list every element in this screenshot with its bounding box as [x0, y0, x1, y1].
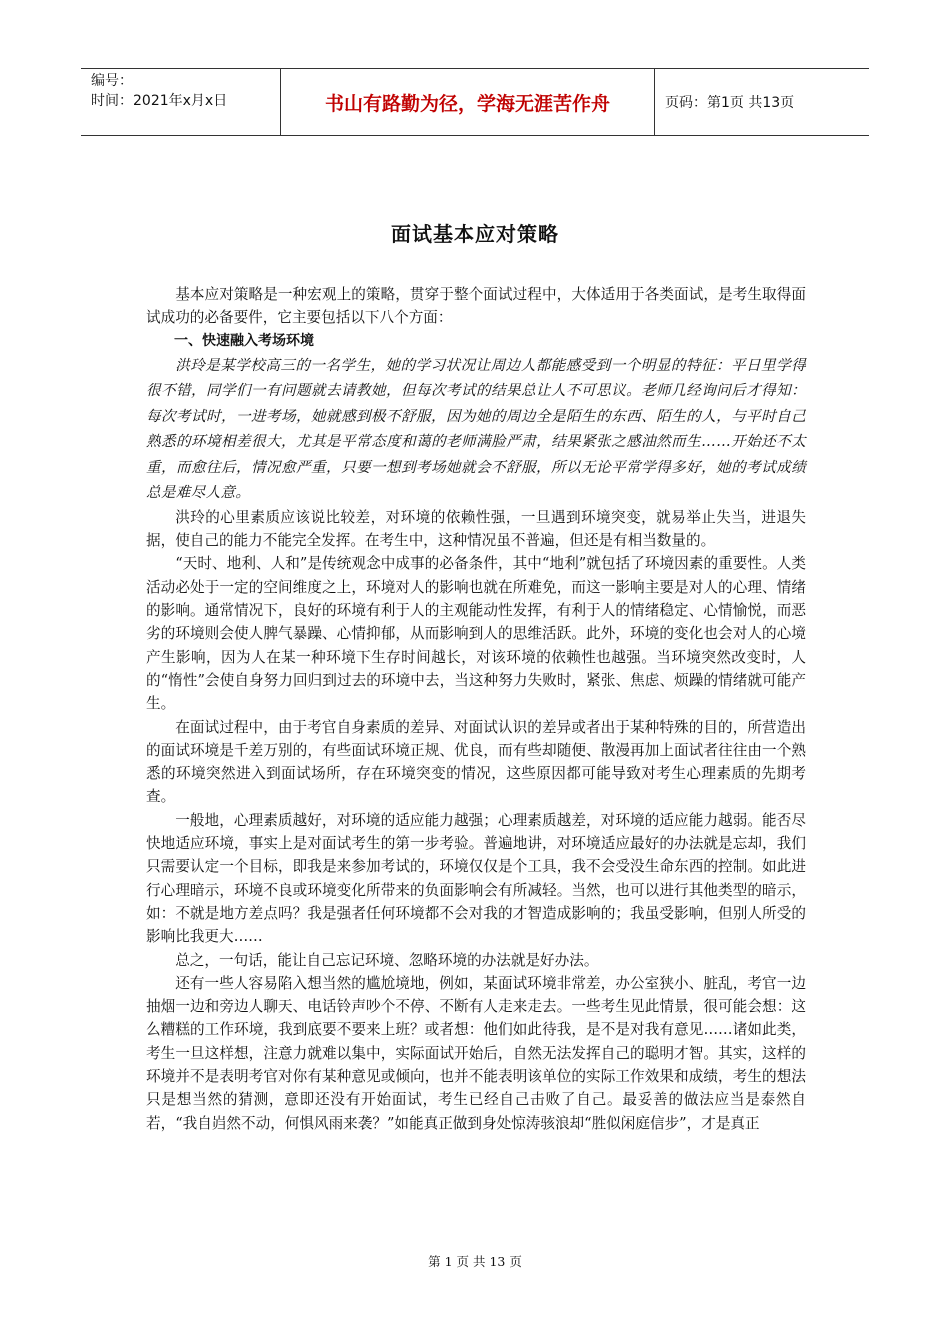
header-meta-cell — [81, 69, 281, 135]
header-page-info: 页码：第1页 共13页 — [665, 95, 795, 111]
body-paragraph: 一般地，心理素质越好，对环境的适应能力越强；心理素质越差，对环境的适应能力越弱。能否尽快地适应环境，事实上是对面试考生的第一步考验。普遍地讲，对环境适应最好的办法就是忘却，我们只需要认定一个目标，即我是来参加考试的，环境仅仅是个工具，我不会受没生命东西的控制。如此进行心理暗示，环境不良或环境变化所带来的负面影响会有所减轻。当然，也可以进行其他类型的暗示，如：不就是地方差点吗？我是强者任何环境都不会对我的才智造成影响的；我虽受影响，但别人所受的影响比我更大…… — [146, 811, 806, 946]
document-date-label: 时间：2021年x月x日 — [91, 93, 228, 109]
body-paragraph: 还有一些人容易陷入想当然的尴尬境地，例如，某面试环境非常差，办公室狭小、脏乱，考官一边抽烟一边和旁边人聊天、电话铃声吵个不停、不断有人走来走去。一些考生见此情景，很可能会想：这么糟糕的工作环境，我到底要不要来上班？或者想：他们如此待我，是不是对我有意见……诸如此类，考生一旦这样想，注意力就难以集中，实际面试开始后，自然无法发挥自己的聪明才智。其实，这样的环境并不是表明考官对你有某种意见或倾向，也并不能表明该单位的实际工作效果和成绩，考生的想法只是想当然的猜测，意即还没有开始面试，考生已经自己击败了自己。最妥善的做法应当是泰然自若，“我自岿然不动，何惧风雨来袭？”如能真正做到身处惊涛骇浪却“胜似闲庭信步”，才是真正 — [146, 974, 806, 1132]
body-paragraph: “天时、地利、人和”是传统观念中成事的必备条件，其中“地利”就包括了环境因素的重要性。人类活动必处于一定的空间维度之上，环境对人的影响也就在所难免，而这一影响主要是对人的心理、情绪的影响。通常情况下，良好的环境有利于人的主观能动性发挥，有利于人的情绪稳定、心情愉悦，而恶劣的环境则会使人脾气暴躁、心情抑郁，从而影响到人的思维活跃。此外，环境的变化也会对人的心境产生影响，因为人在某一种环境下生存时间越长，对该环境的依赖性也越强。当环境突然改变时，人的“惰性”会使自身努力回归到过去的环境中去，当这种努力失败时，紧张、焦虑、烦躁的情绪就可能产生。 — [146, 555, 806, 713]
header-motto: 书山有路勤为径，学海无涯苦作舟 — [324, 92, 610, 115]
intro-paragraph: 基本应对策略是一种宏观上的策略，贯穿于整个面试过程中，大体适用于各类面试，是考生取得面试成功的必备要件，它主要包括以下八个方面： — [146, 286, 806, 327]
body-paragraph: 洪玲的心里素质应该说比较差，对环境的依赖性强，一旦遇到环境突变，就易举止失当，进退失据，使自己的能力不能完全发挥。在考生中，这种情况虽不普遍，但还是有相当数量的。 — [146, 508, 806, 550]
header-table — [81, 68, 869, 136]
body-paragraph: 总之，一句话，能让自己忘记环境、忽略环境的办法就是好办法。 — [175, 951, 599, 969]
section-heading: 一、快速融入考场环境 — [174, 332, 314, 349]
header-page-cell — [655, 69, 869, 135]
story-paragraph: 洪玲是某学校高三的一名学生，她的学习状况让周边人都能感受到一个明显的特征：平日里学得很不错，同学们一有问题就去请教她，但每次考试的结果总让人不可思议。老师几经询问后才得知：每次考试时，一进考场，她就感到极不舒服，因为她的周边全是陌生的东西、陌生的人，与平时自己熟悉的环境相差很大，尤其是平常态度和蔼的老师满脸严肃，结果紧张之感油然而生……开始还不太重，而愈往后，情况愈严重，只要一想到考场她就会不舒服，所以无论平常学得多好，她的考试成绩总是难尽人意。 — [146, 356, 806, 502]
page-footer: 第 1 页 共 13 页 — [428, 1254, 522, 1269]
document-body — [146, 283, 806, 1135]
header-motto-cell — [281, 69, 655, 135]
body-paragraph: 在面试过程中，由于考官自身素质的差异、对面试认识的差异或者出于某种特殊的目的，所营造出的面试环境是千差万别的，有些面试环境正规、优良，而有些却随便、散漫再加上面试者往往由一个熟悉的环境突然进入到面试场所，存在环境突变的情况，这些原因都可能导致对考生心理素质的先期考查。 — [146, 718, 806, 806]
document-number-label: 编号： — [91, 73, 133, 89]
document-title: 面试基本应对策略 — [391, 222, 559, 246]
